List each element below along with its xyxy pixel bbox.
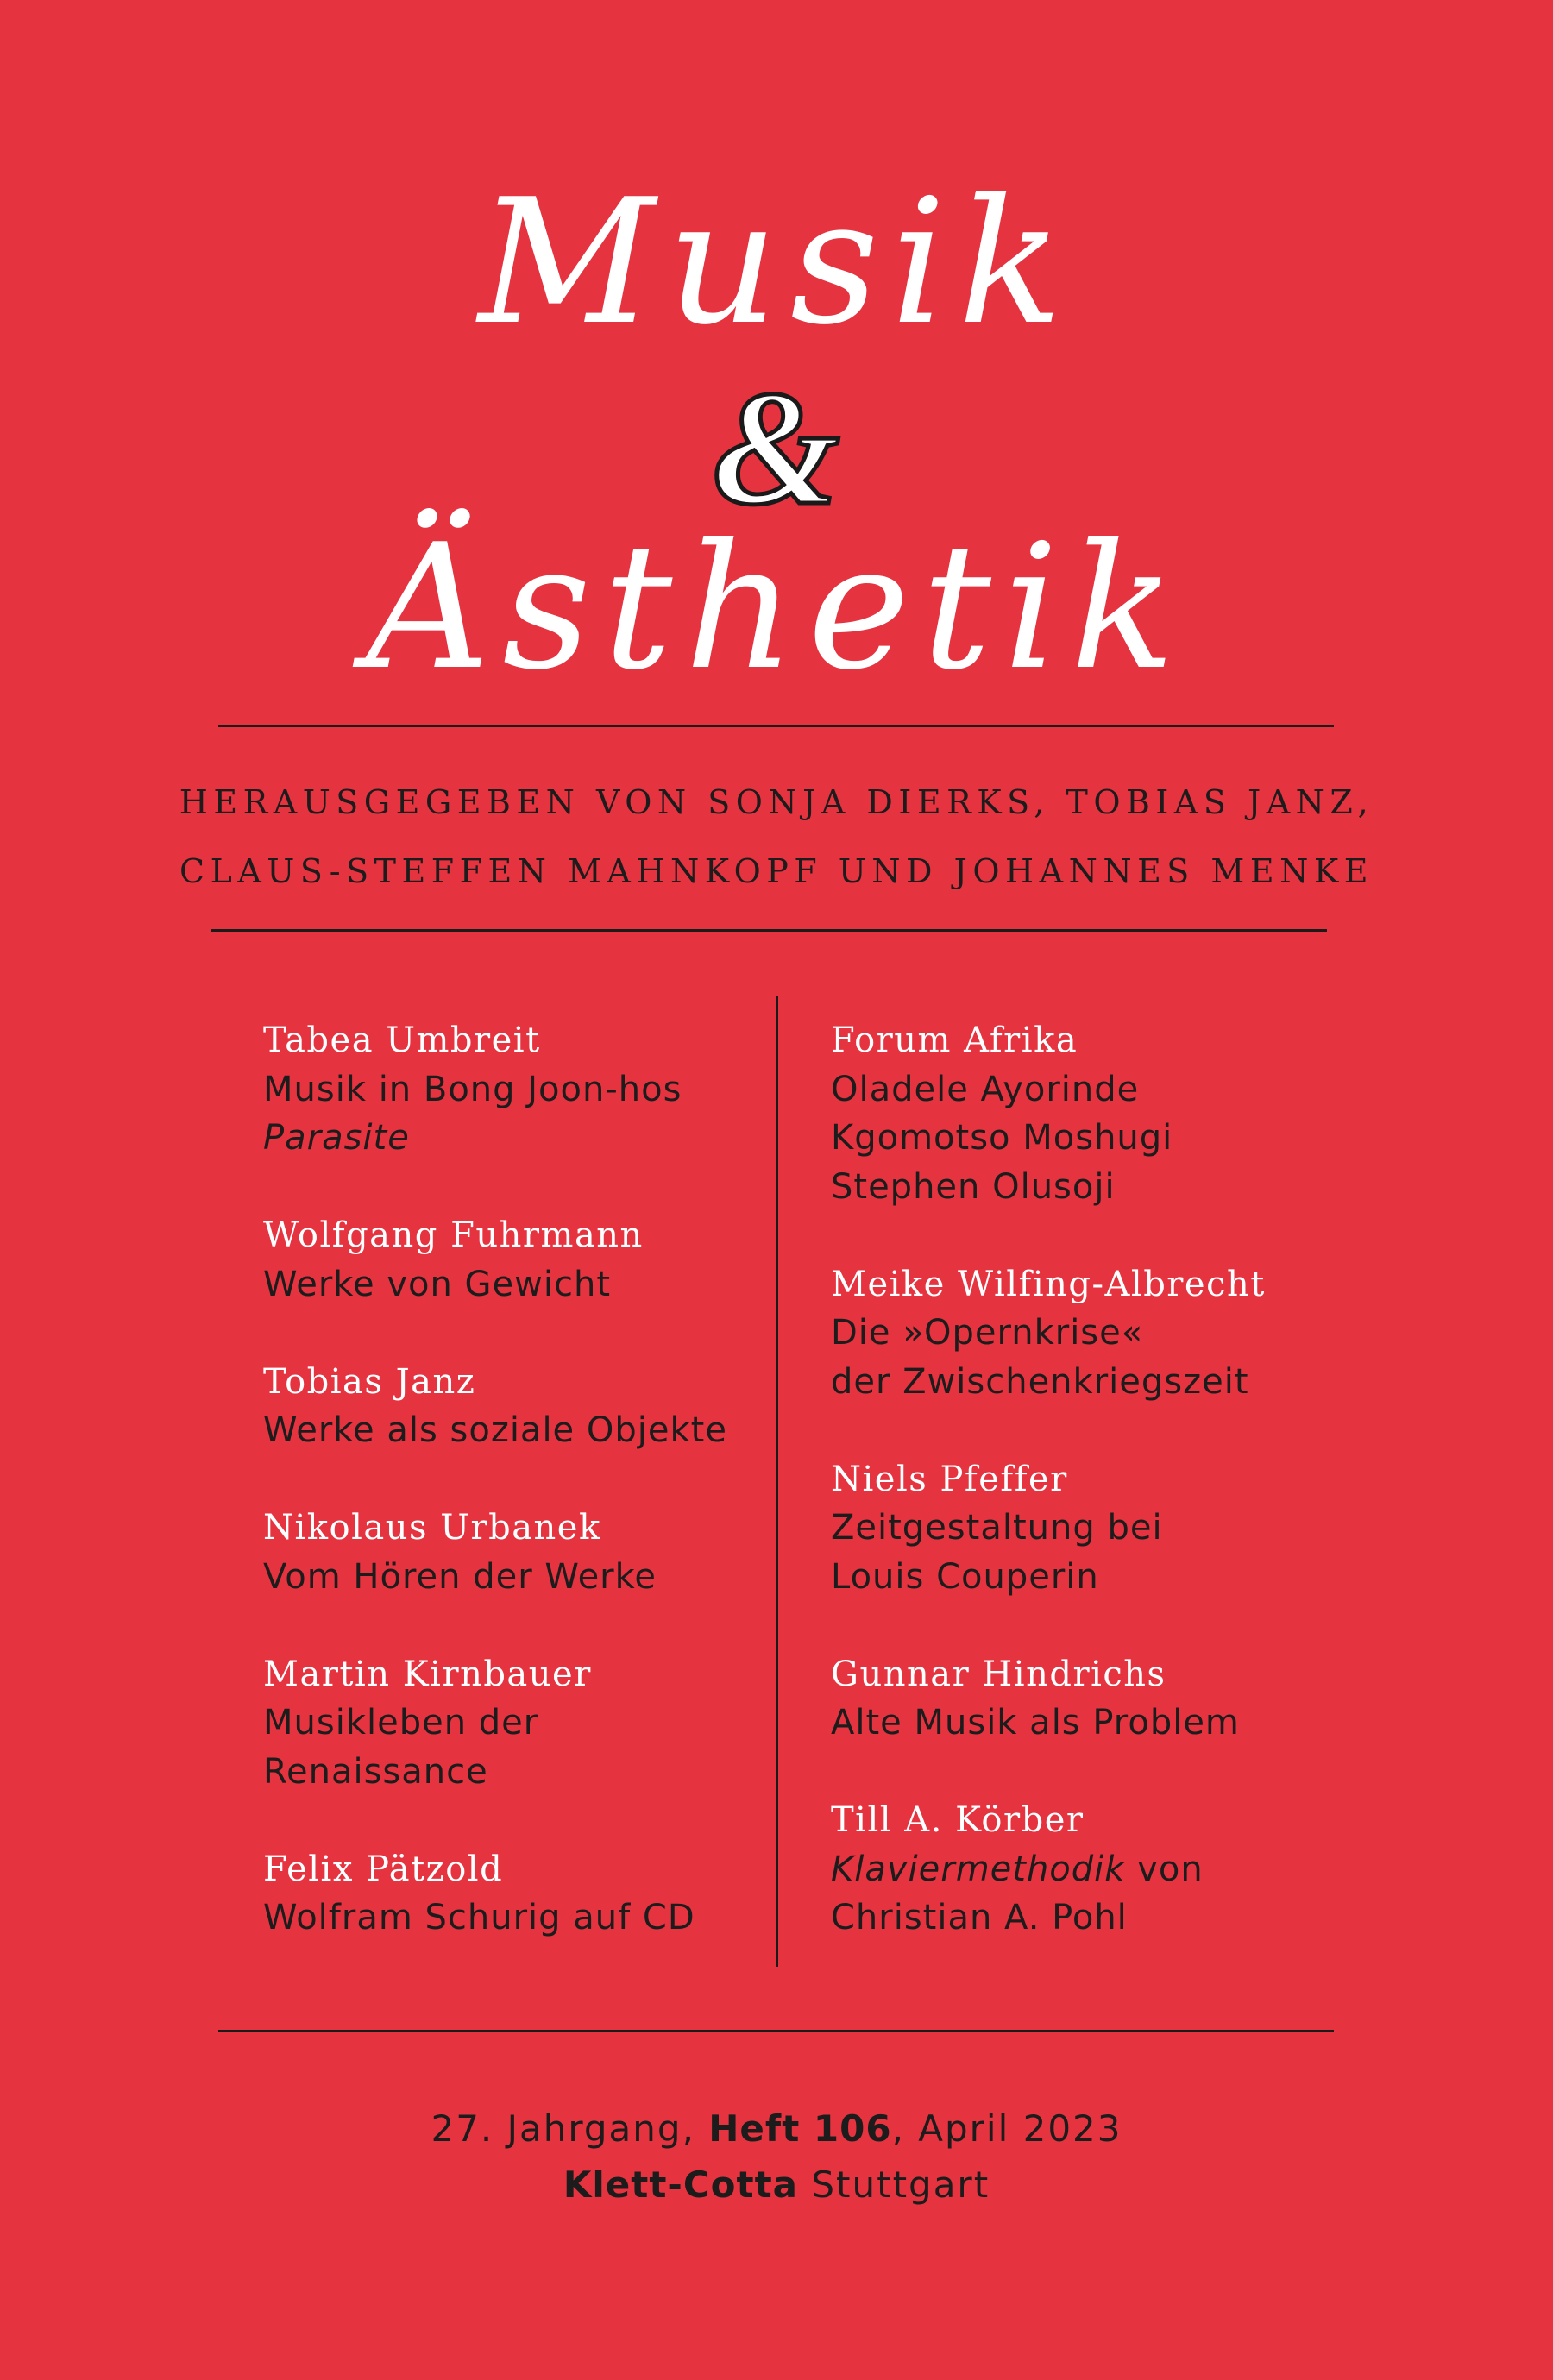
entry-title: Stephen Olusoji <box>831 1166 1116 1207</box>
editors-line-1: HERAUSGEGEBEN VON SONJA DIERKS, TOBIAS JANZ, <box>179 783 1374 821</box>
entry-title: Musikleben der <box>263 1703 539 1743</box>
contents-entry <box>831 1796 1383 1943</box>
divider-top <box>218 725 1334 727</box>
editors-line-2: CLAUS-STEFFEN MAHNKOPF UND JOHANNES MENKE <box>179 852 1374 890</box>
entry-author: Niels Pfeffer <box>831 1459 1068 1499</box>
contents-entry <box>831 1260 1383 1407</box>
contents-left-column <box>263 1016 815 1991</box>
ampersand-logo: & <box>713 358 840 539</box>
publisher-name: Klett-Cotta <box>563 2163 798 2206</box>
entry-title: Wolfram Schurig auf CD <box>263 1898 695 1937</box>
entry-author: Forum Afrika <box>831 1020 1078 1060</box>
entry-author: Wolfgang Fuhrmann <box>263 1215 644 1255</box>
contents-entry <box>263 1211 815 1309</box>
publisher-info <box>0 2159 1553 2211</box>
entry-author: Till A. Körber <box>831 1800 1085 1840</box>
entry-title: Die »Opernkrise« <box>831 1313 1144 1353</box>
contents-entry <box>263 1504 815 1601</box>
editors-block <box>0 768 1553 906</box>
contents-entry <box>831 1650 1383 1748</box>
entry-author: Tabea Umbreit <box>263 1020 541 1060</box>
entry-title: Kgomotso Moshugi <box>831 1118 1173 1158</box>
issue-number: Heft 106 <box>708 2107 892 2150</box>
issue-date: , April 2023 <box>891 2107 1122 2150</box>
contents-entry <box>263 1358 815 1455</box>
entry-title: Louis Couperin <box>831 1556 1099 1597</box>
entry-author: Tobias Janz <box>263 1361 476 1402</box>
divider-bottom <box>218 2030 1334 2032</box>
entry-author: Martin Kirnbauer <box>263 1654 592 1694</box>
entry-title-italic: Klaviermethodik <box>831 1849 1126 1889</box>
entry-title-rest: von <box>1125 1849 1204 1889</box>
title-aesthetik: Ästhetik <box>365 507 1188 708</box>
entry-title: Oladele Ayorinde <box>831 1069 1140 1109</box>
entry-author: Meike Wilfing-Albrecht <box>831 1264 1266 1304</box>
entry-author: Gunnar Hindrichs <box>831 1654 1166 1694</box>
issue-info <box>0 2103 1553 2155</box>
entry-title: Musik in Bong Joon-hos <box>263 1069 682 1109</box>
entry-author: Nikolaus Urbanek <box>263 1508 601 1548</box>
entry-title: Werke von Gewicht <box>263 1264 611 1304</box>
publisher-city: Stuttgart <box>798 2163 990 2206</box>
entry-author: Felix Pätzold <box>263 1849 504 1889</box>
entry-title: Werke als soziale Objekte <box>263 1410 727 1450</box>
contents-entry <box>263 1016 815 1163</box>
entry-title: Vom Hören der Werke <box>263 1556 657 1597</box>
title-musik: Musik <box>478 162 1075 363</box>
contents-right-column <box>831 1016 1383 1991</box>
contents-entry <box>831 1455 1383 1602</box>
contents-entry <box>263 1845 815 1943</box>
contents-entry <box>263 1650 815 1797</box>
entry-title: Christian A. Pohl <box>831 1898 1128 1937</box>
divider-middle <box>211 929 1327 932</box>
entry-title-italic: Parasite <box>263 1118 410 1158</box>
year-text: 27. Jahrgang, <box>431 2107 709 2150</box>
contents-entry <box>831 1016 1383 1211</box>
entry-title: Alte Musik als Problem <box>831 1703 1240 1743</box>
entry-title-mixed <box>831 1845 1383 1894</box>
entry-title: Zeitgestaltung bei <box>831 1508 1163 1548</box>
entry-title: der Zwischenkriegszeit <box>831 1361 1249 1402</box>
entry-title: Renaissance <box>263 1751 488 1792</box>
column-divider <box>776 996 778 1967</box>
